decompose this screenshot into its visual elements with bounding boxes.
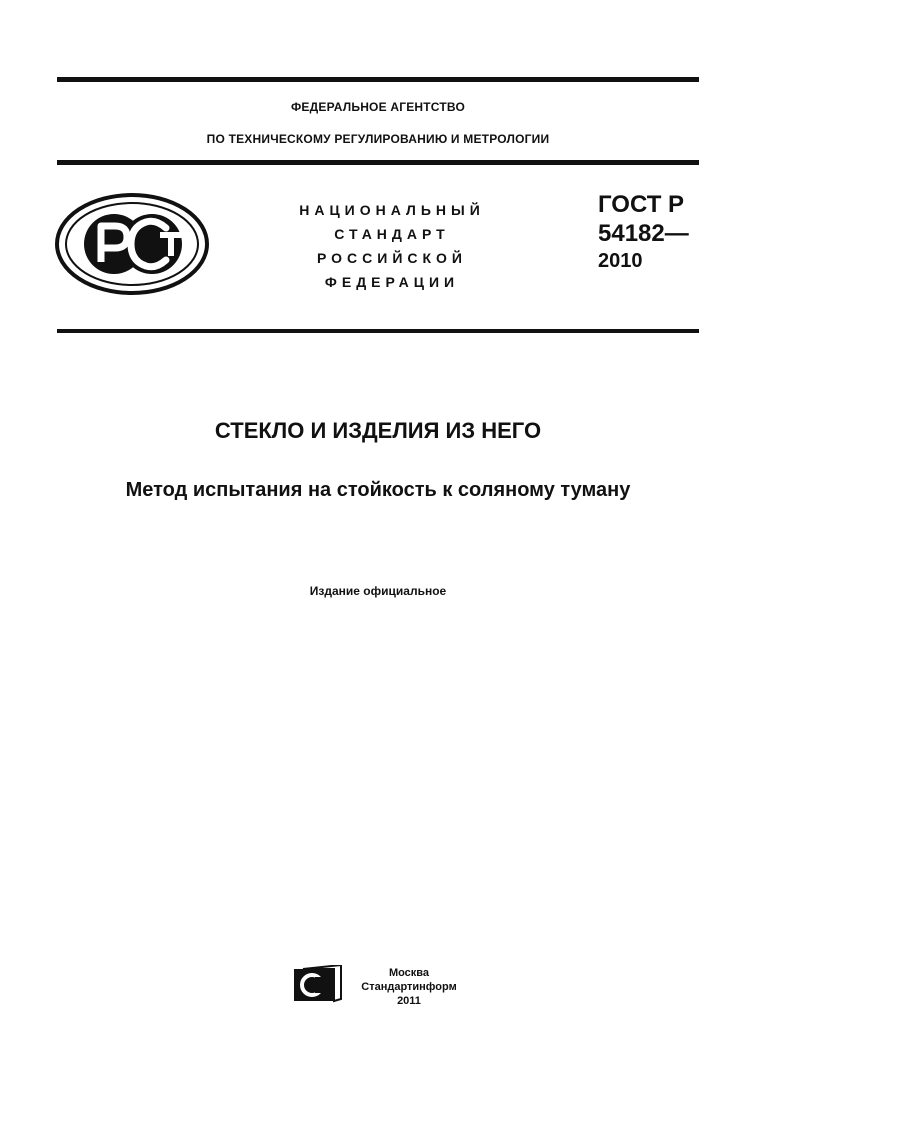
publisher-imprint	[350, 966, 468, 1008]
publisher-year: 2011	[397, 995, 421, 1007]
document-subtitle: Метод испытания на стойкость к соляному туману	[125, 479, 631, 501]
publisher-name: Стандартинформ	[361, 981, 457, 993]
national-standard-line-4: ФЕДЕРАЦИИ	[324, 274, 460, 290]
document-title: СТЕКЛО И ИЗДЕЛИЯ ИЗ НЕГО	[214, 418, 542, 443]
edition-note: Издание официальное	[309, 584, 447, 598]
designation-line-2: 54182—	[598, 220, 689, 247]
bottom-rule	[57, 329, 699, 333]
national-standard-line-2: СТАНДАРТ	[334, 226, 450, 242]
national-standard-line-3: РОССИЙСКОЙ	[317, 250, 467, 266]
standard-designation	[598, 190, 689, 274]
designation-line-1: ГОСТ Р	[598, 191, 685, 218]
agency-name-line-2: ПО ТЕХНИЧЕСКОМУ РЕГУЛИРОВАНИЮ И МЕТРОЛОГИИ	[206, 132, 550, 146]
designation-year: 2010	[598, 250, 643, 272]
agency-name-line-1: ФЕДЕРАЛЬНОЕ АГЕНТСТВО	[290, 100, 465, 114]
standartinform-logo-icon	[293, 965, 343, 1005]
national-standard-line-1: НАЦИОНАЛЬНЫЙ	[299, 202, 485, 218]
rst-certification-mark-icon	[54, 192, 210, 296]
middle-rule	[57, 160, 699, 165]
publisher-city: Москва	[388, 967, 430, 979]
national-standard-label	[278, 198, 506, 294]
top-rule	[57, 77, 699, 82]
